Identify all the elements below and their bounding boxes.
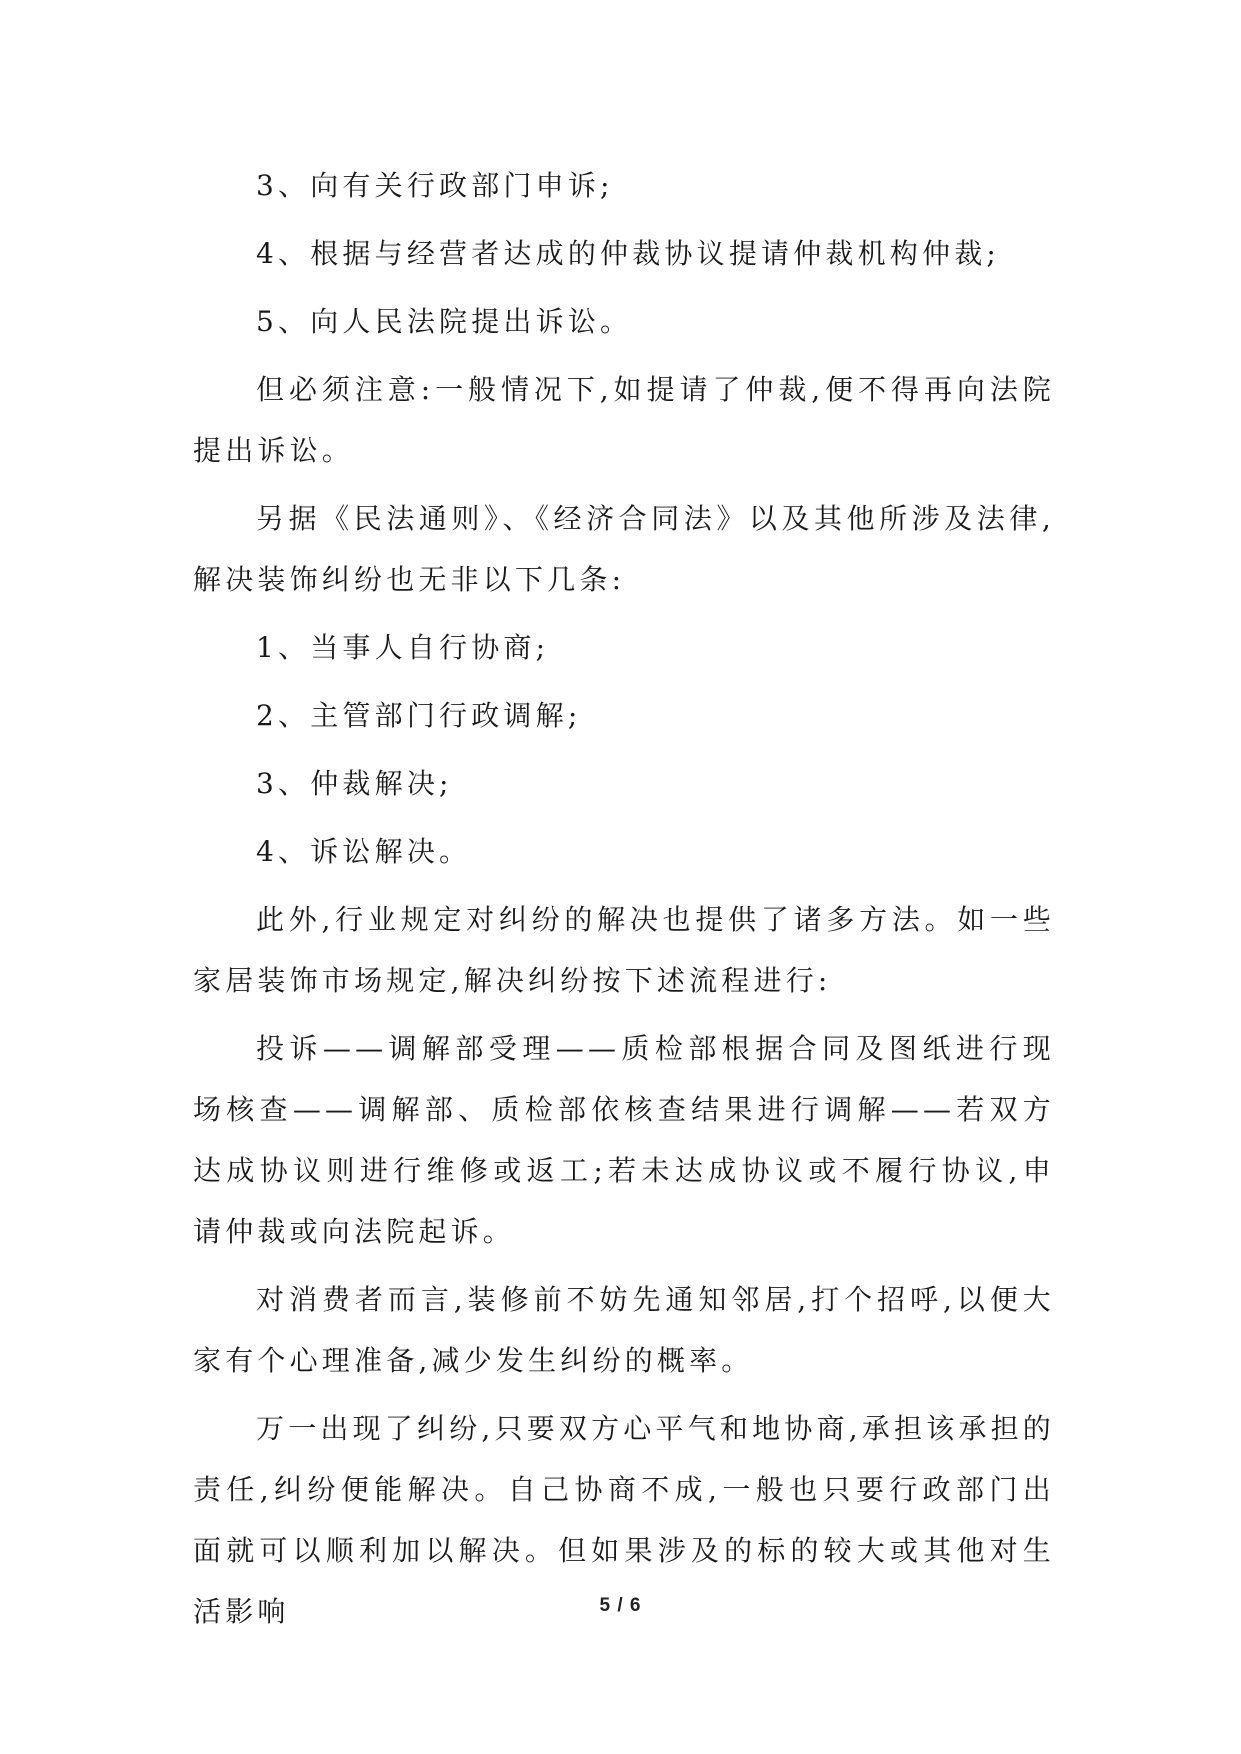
- paragraph-industry-rules: 此外,行业规定对纠纷的解决也提供了诸多方法。如一些家居装饰市场规定,解决纠纷按下述流程进行:: [193, 903, 1055, 997]
- paragraph-note: 但必须注意:一般情况下,如提请了仲裁,便不得再向法院提出诉讼。: [193, 373, 1055, 467]
- paragraph-process-flow: 投诉——调解部受理——质检部根据合同及图纸进行现场核查——调解部、质检部依核查结果进行调解——若双方达成协议则进行维修或返工;若未达成协议或不履行协议,申请仲裁或向法院起诉。: [193, 1032, 1055, 1248]
- paragraph-item-3: 3、向有关行政部门申诉;: [256, 169, 614, 202]
- paragraph-item-4: 4、根据与经营者达成的仲裁协议提请仲裁机构仲裁;: [256, 237, 1001, 270]
- paragraph-consumer-advice: 对消费者而言,装修前不妨先通知邻居,打个招呼,以便大家有个心理准备,减少发生纠纷的概率。: [193, 1283, 1055, 1377]
- document-body: [193, 155, 1055, 1649]
- paragraph-method-1: 1、当事人自行协商;: [256, 631, 550, 664]
- page-number: 5 / 6: [599, 1595, 642, 1616]
- paragraph-item-5: 5、向人民法院提出诉讼。: [256, 305, 633, 338]
- paragraph-method-4: 4、诉讼解决。: [256, 835, 472, 868]
- paragraph-method-3: 3、仲裁解决;: [256, 767, 453, 800]
- paragraph-legal-basis: 另据《民法通则》、《经济合同法》以及其他所涉及法律,解决装饰纠纷也无非以下几条:: [193, 502, 1055, 596]
- paragraph-method-2: 2、主管部门行政调解;: [256, 699, 582, 732]
- paragraph-dispute-resolution: 万一出现了纠纷,只要双方心平气和地协商,承担该承担的责任,纠纷便能解决。自己协商不成,一般也只要行政部门出面就可以顺利加以解决。但如果涉及的标的较大或其他对生活影响: [193, 1412, 1056, 1628]
